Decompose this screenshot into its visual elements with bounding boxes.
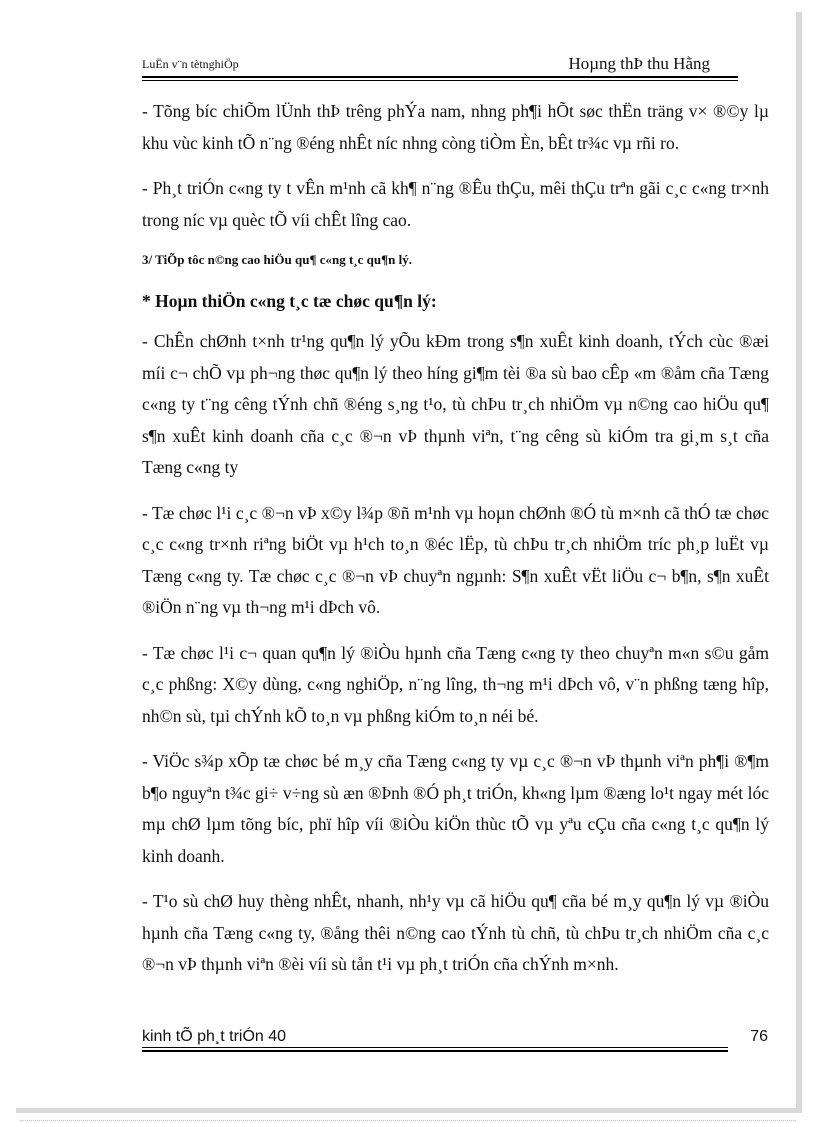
header-rule-thin <box>142 80 738 81</box>
page-shadow-bottom <box>16 1108 802 1113</box>
header-rule <box>142 76 738 78</box>
paragraph-3: - ChÊn chØnh t×nh tr¹ng qu¶n lý yÕu kÐm trong s¶n xuÊt kinh doanh, tÝch cùc ®æi míi c¬ chÕ vµ ph¬ng thøc qu¶n lý theo híng gi¶m tèi ®a sù bao cÊp «m ®åm cña Tæng c«ng ty t¨ng cêng tÝnh chñ ®éng s¸ng t¹o, tù chÞu tr¸ch nhiÖm vµ n©ng cao hiÖu qu¶ s¶n xuÊt kinh doanh cña c¸c ®¬n vÞ thµnh viªn, t¨ng cêng sù kiÓm tra gi¸m s¸t cña Tæng c«ng ty <box>142 331 769 477</box>
paragraph-1: - Tõng bíc chiÕm lÜnh thÞ trêng phÝa nam, nhng ph¶i hÕt søc thËn träng v× ®©y lµ khu vùc kinh tÕ n¨ng ®éng nhÊt níc nhng còng tiÒm Èn, bÊt tr¾c vµ rñi ro. <box>142 101 769 153</box>
paragraph-5: - Tæ chøc l¹i c¬ quan qu¶n lý ®iÒu hµnh cña Tæng c«ng ty theo chuyªn m«n s©u gåm c¸c phßng: X©y dùng, c«ng nghiÖp, n¨ng lîng, th¬ng m¹i dÞch vô, v¨n phßng tæng hîp, nh©n sù, tµi chÝnh kÕ to¸n vµ phßng kiÓm to¸n néi bé. <box>142 642 769 726</box>
page-boundary <box>20 1120 796 1121</box>
subsection-heading: * Hoµn thiÖn c«ng t¸c tæ chøc qu¶n lý: <box>142 291 437 311</box>
paragraph-4: - Tæ chøc l¹i c¸c ®¬n vÞ x©y l¾p ®ñ m¹nh vµ hoµn chØnh ®Ó tù m×nh cã thÓ tæ chøc c¸c c«ng tr×nh riªng biÖt vµ h¹ch to¸n ®éc lËp, tù chÞu tr¸ch nhiÖm tríc ph¸p luËt vµ Tæng c«ng ty. Tæ chøc c¸c ®¬n vÞ chuyªn ngµnh: S¶n xuÊt vËt liÖu c¬ b¶n, s¶n xuÊt ®iÖn n¨ng vµ th¬ng m¹i dÞch vô. <box>142 502 769 617</box>
page-header <box>142 50 710 76</box>
footer-class-label: kinh tÕ ph¸t triÓn 40 <box>142 1028 287 1045</box>
footer-rule-thin <box>142 1047 728 1048</box>
header-author-name: Hoµng thÞ thu Hằng <box>568 54 710 73</box>
page-shadow-right <box>796 12 802 1112</box>
footer-rule <box>142 1050 728 1052</box>
paragraph-7: - T¹o sù chØ huy thèng nhÊt, nhanh, nh¹y vµ cã hiÖu qu¶ cña bé m¸y qu¶n lý vµ ®iÒu hµnh cña Tæng c«ng ty, ®ång thêi n©ng cao tÝnh tù chñ, tù chÞu tr¸ch nhiÖm cña c¸c ®¬n vÞ thµnh viªn ®èi víi sù tån t¹i vµ ph¸t triÓn cña chÝnh m×nh. <box>142 891 769 974</box>
header-thesis-label: LuËn v¨n tètnghiÖp <box>142 57 239 71</box>
paragraph-6: - ViÖc s¾p xÕp tæ chøc bé m¸y cña Tæng c«ng ty vµ c¸c ®¬n vÞ thµnh viªn ph¶i ®¶m b¶o nguyªn t¾c gi÷ v÷ng sù æn ®Þnh ®Ó ph¸t triÓn, kh«ng lµm ®æng lo¹t ngay mét lóc mµ chØ lµm tõng bíc, phï hîp víi ®iÒu kiÖn thùc tÕ vµ yªu cÇu cña c«ng t¸c qu¶n lý kinh doanh. <box>142 751 769 866</box>
paragraph-2: - Ph¸t triÓn c«ng ty t vÊn m¹nh cã kh¶ n¨ng ®Êu thÇu, mêi thÇu trªn gãi c¸c c«ng tr×nh trong níc vµ quèc tÕ víi chÊt lîng cao. <box>142 178 769 230</box>
page-number: 76 <box>750 1028 768 1045</box>
section-heading: 3/ TiÕp tôc n©ng cao hiÖu qu¶ c«ng t¸c qu¶n lý. <box>142 252 412 267</box>
page-body <box>142 96 769 981</box>
